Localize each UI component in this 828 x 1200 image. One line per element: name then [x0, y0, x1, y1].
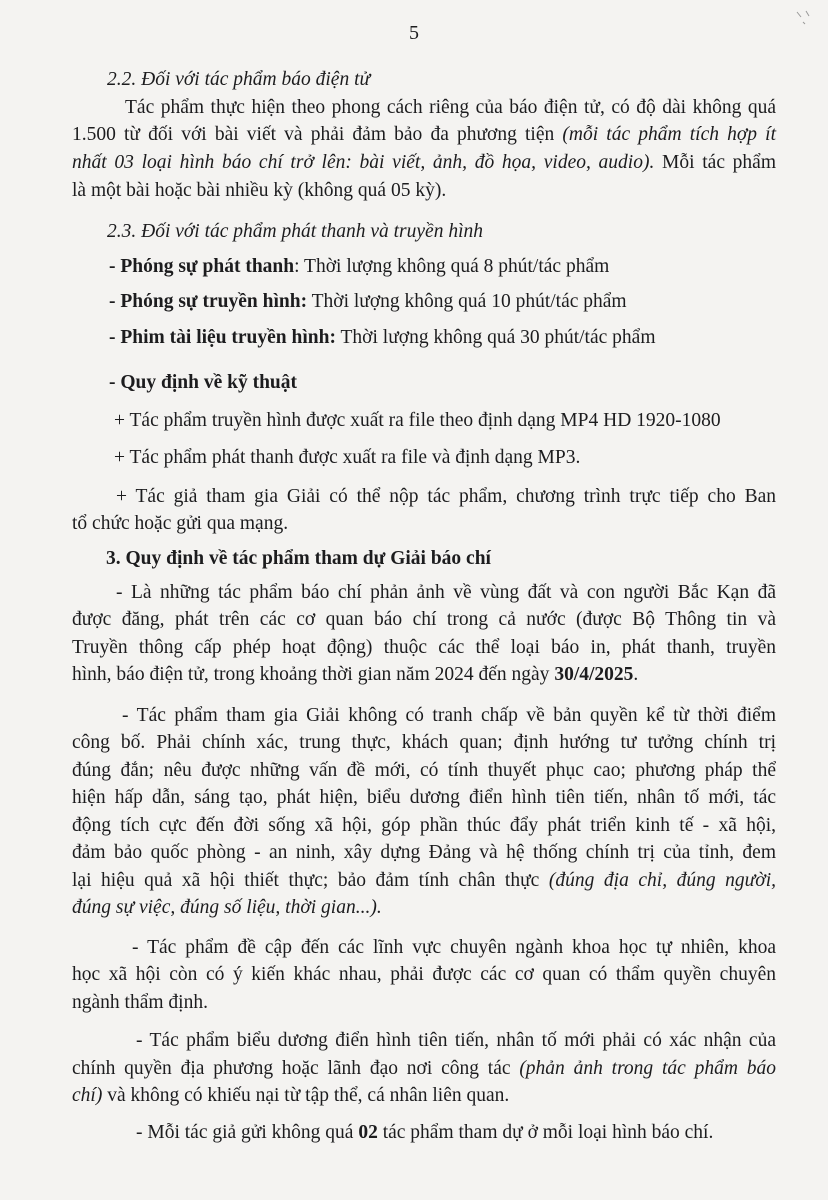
- paragraph-line: chính quyền địa phương hoặc lãnh đạo nơi công tác (phản ảnh trong tác phẩm báo: [72, 1058, 776, 1079]
- list-item: + Tác phẩm phát thanh được xuất ra file và định dạng MP3.: [114, 447, 581, 468]
- paragraph-line: đảm bảo quốc phòng - an ninh, xây dựng Đảng và hệ thống chính trị của tỉnh, đem: [72, 842, 776, 863]
- list-item: - Phim tài liệu truyền hình: Thời lượng không quá 30 phút/tác phẩm: [109, 327, 656, 348]
- tech-heading: - Quy định về kỹ thuật: [109, 372, 298, 393]
- paragraph-line: Truyền thông cấp phép hoạt động) thuộc các thể loại báo in, phát thanh, truyền: [72, 637, 776, 658]
- section-3-heading: 3. Quy định về tác phẩm tham dự Giải báo chí: [106, 548, 491, 569]
- paragraph-line: - Tác phẩm tham gia Giải không có tranh chấp về bản quyền kể từ thời điểm: [122, 705, 776, 726]
- paragraph-line: đúng đắn; nêu được những vấn đề mới, có tính thuyết phục cao; phương pháp thể: [72, 760, 776, 781]
- paragraph-line: chí) và không có khiếu nại từ tập thể, cá nhân liên quan.: [72, 1085, 510, 1106]
- paragraph-line: học xã hội còn có ý kiến khác nhau, phải được các cơ quan có thẩm quyền chuyên: [72, 964, 776, 985]
- paragraph-line: - Là những tác phẩm báo chí phản ảnh về vùng đất và con người Bắc Kạn đã: [116, 582, 776, 603]
- list-item: + Tác phẩm truyền hình được xuất ra file theo định dạng MP4 HD 1920-1080: [114, 410, 721, 431]
- section-2-2-heading: 2.2. Đối với tác phẩm báo điện tử: [107, 69, 371, 90]
- paragraph-line: - Tác phẩm biểu dương điển hình tiên tiến, nhân tố mới phải có xác nhận của: [136, 1030, 776, 1051]
- paragraph-line: 1.500 từ đối với bài viết và phải đảm bảo đa phương tiện (mỗi tác phẩm tích hợp ít: [72, 124, 776, 145]
- paragraph-line: - Tác phẩm đề cập đến các lĩnh vực chuyên ngành khoa học tự nhiên, khoa: [132, 937, 776, 958]
- paragraph-line: tổ chức hoặc gửi qua mạng.: [72, 513, 289, 534]
- paragraph-line: ngành thẩm định.: [72, 992, 208, 1013]
- list-item: - Phóng sự phát thanh: Thời lượng không quá 8 phút/tác phẩm: [109, 256, 610, 277]
- list-item: - Phóng sự truyền hình: Thời lượng không quá 10 phút/tác phẩm: [109, 291, 627, 312]
- paragraph-line: công bố. Phải chính xác, trung thực, khách quan; định hướng tư tưởng chính trị: [72, 732, 776, 753]
- paragraph-line: hình, báo điện tử, trong khoảng thời gian năm 2024 đến ngày 30/4/2025.: [72, 664, 639, 685]
- paragraph-line: đúng sự việc, đúng số liệu, thời gian...).: [72, 897, 382, 918]
- page-number: 5: [409, 22, 419, 44]
- paragraph-line: - Mỗi tác giả gửi không quá 02 tác phẩm tham dự ở mỗi loại hình báo chí.: [136, 1122, 714, 1143]
- paragraph-line: là một bài hoặc bài nhiều kỳ (không quá 05 kỳ).: [72, 180, 447, 201]
- paragraph-line: động tích cực đến đời sống xã hội, góp phần thúc đẩy phát triển kinh tế - xã hội,: [72, 815, 776, 836]
- paragraph-line: nhất 03 loại hình báo chí trở lên: bài viết, ảnh, đồ họa, video, audio). Mỗi tác phẩm: [72, 152, 776, 173]
- paragraph-line: lại hiệu quả xã hội thiết thực; bảo đảm tính chân thực (đúng địa chỉ, đúng người,: [72, 870, 776, 891]
- paragraph-line: Tác phẩm thực hiện theo phong cách riêng của báo điện tử, có độ dài không quá: [125, 97, 776, 118]
- section-2-3-heading: 2.3. Đối với tác phẩm phát thanh và truyền hình: [107, 221, 483, 242]
- paragraph-line: được đăng, phát trên các cơ quan báo chí trong cả nước (được Bộ Thông tin và: [72, 609, 776, 630]
- paragraph-line: + Tác giả tham gia Giải có thể nộp tác phẩm, chương trình trực tiếp cho Ban: [116, 486, 776, 507]
- paragraph-line: hiện hấp dẫn, sáng tạo, phát hiện, biểu dương điển hình tiên tiến, nhân tố mới, tác: [72, 787, 776, 808]
